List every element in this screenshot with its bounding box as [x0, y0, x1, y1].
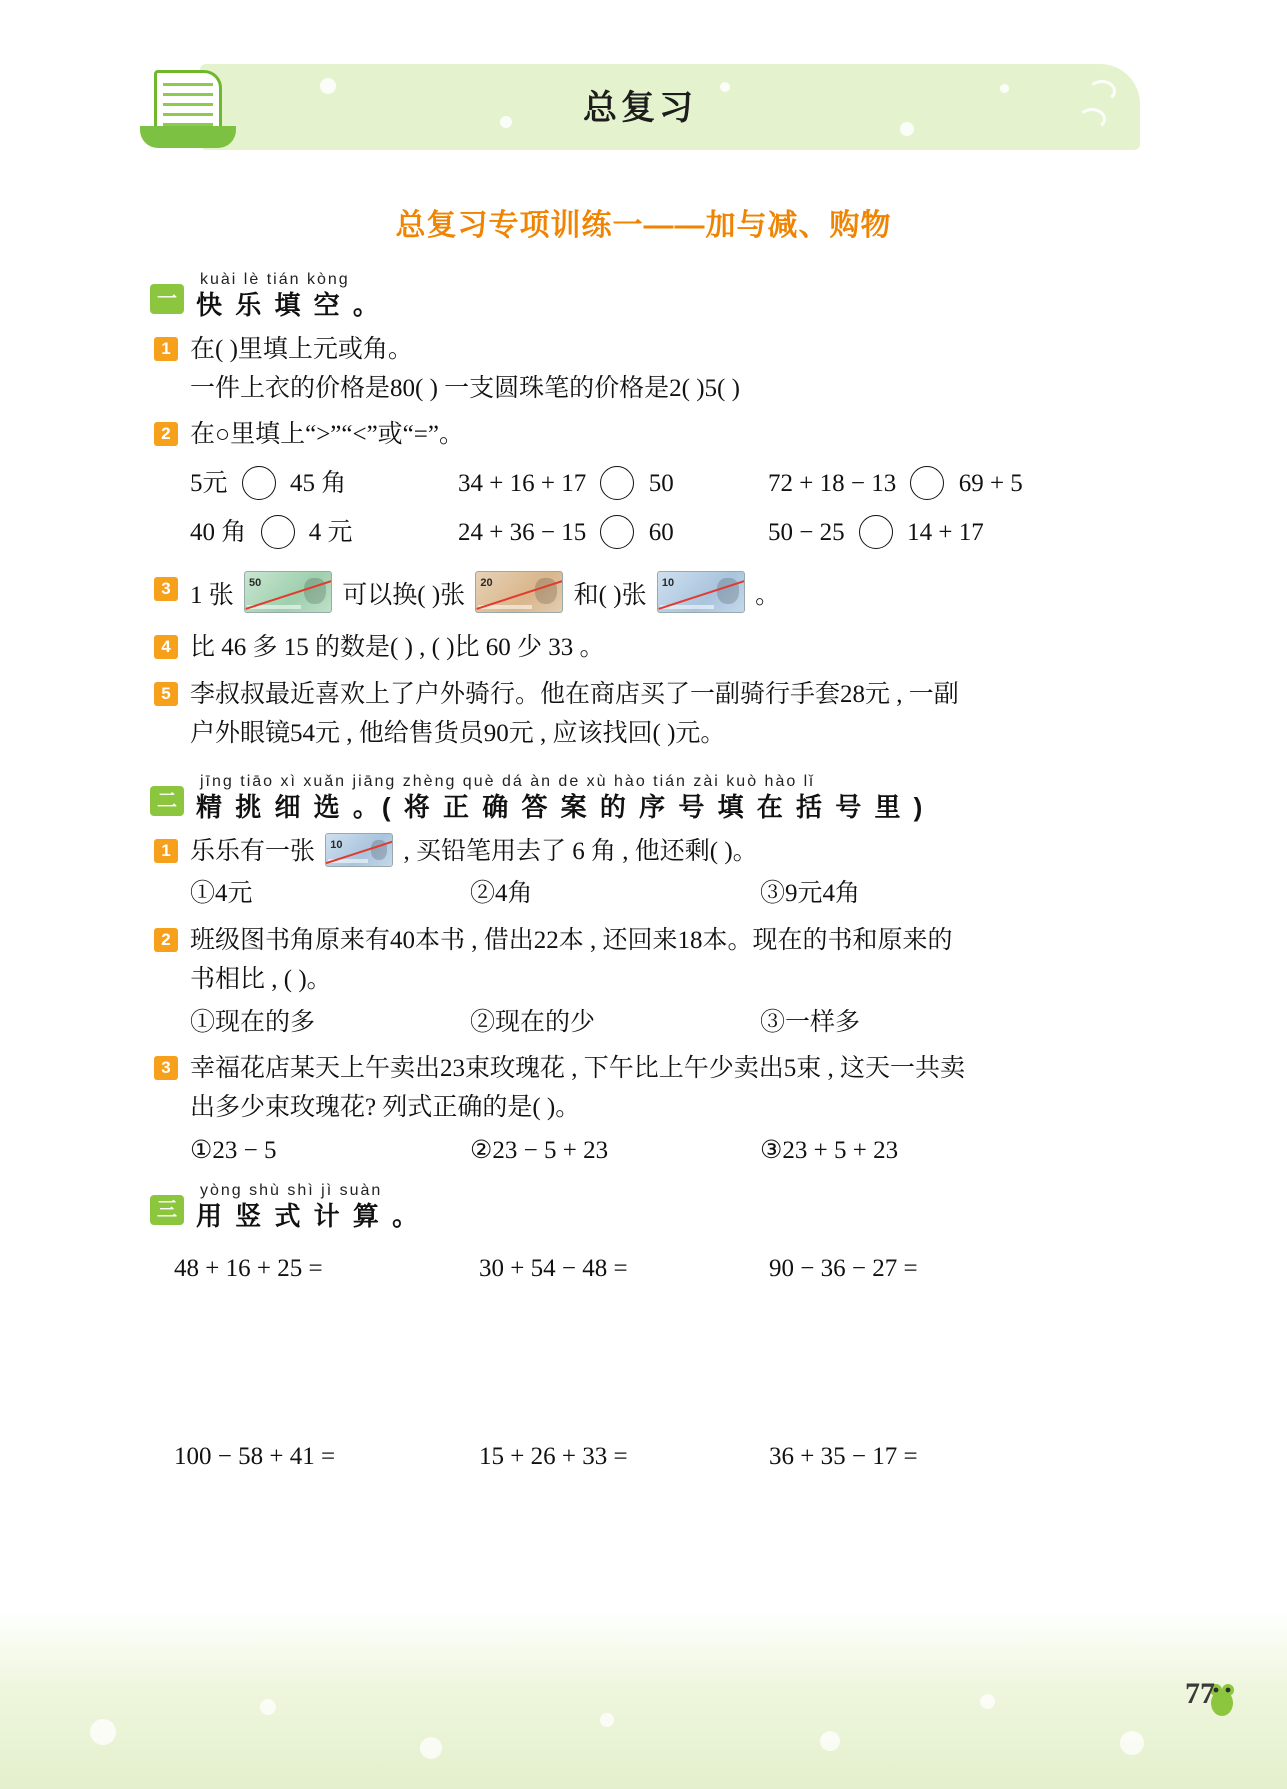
money-suffix: 。 [755, 581, 781, 609]
banknote-50-icon: 50 [244, 571, 332, 613]
option-2[interactable]: ②23 − 5 + 23 [470, 1136, 609, 1164]
money-mid-2: 和( )张 [573, 581, 647, 609]
section-title-3: 用 竖 式 计 算 。 [196, 1200, 422, 1231]
page-title: 总复习 [583, 89, 697, 127]
option-3[interactable]: ③23 + 5 + 23 [760, 1136, 899, 1164]
answer-space[interactable] [150, 1288, 1150, 1438]
banknote-20-icon: 20 [475, 571, 563, 613]
answer-circle[interactable] [910, 466, 944, 500]
compare-left: 34 + 16 + 17 [458, 470, 587, 498]
option-list [190, 1004, 1150, 1043]
compare-right: 14 + 17 [907, 518, 984, 546]
option-3[interactable]: ③一样多 [760, 1008, 861, 1036]
compare-left: 50 − 25 [768, 518, 845, 546]
question-text: 李叔叔最近喜欢上了户外骑行。他在商店买了一副骑行手套28元 , 一副 [190, 681, 959, 709]
answer-circle[interactable] [600, 466, 634, 500]
section-heading-3 [150, 1181, 1150, 1234]
question-number: 1 [154, 337, 178, 361]
question-text: 在( )里填上元或角。 [190, 335, 413, 363]
question-text: 在○里填上“>”“<”或“=”。 [190, 421, 464, 449]
page-banner [140, 64, 1140, 154]
question-text: 幸福花店某天上午卖出23束玫瑰花 , 下午比上午少卖出5束 , 这天一共卖 [190, 1055, 966, 1083]
section-heading-2 [150, 772, 1150, 825]
banknote-10-icon: 10 [657, 571, 745, 613]
question-number: 2 [154, 422, 178, 446]
question-text: 出多少束玫瑰花? 列式正确的是( )。 [190, 1094, 581, 1122]
compare-row [190, 465, 1150, 504]
compare-left: 40 角 [190, 518, 247, 546]
compare-left: 72 + 18 − 13 [768, 470, 897, 498]
compare-row [190, 514, 1150, 553]
option-2[interactable]: ②现在的少 [470, 1008, 596, 1036]
question-1-5 [150, 676, 1150, 754]
option-list [190, 1132, 1150, 1171]
option-list [190, 875, 1150, 914]
compare-left: 5元 [190, 470, 228, 498]
question-1-3 [150, 571, 1150, 616]
compare-right: 45 角 [290, 470, 347, 498]
question-number: 1 [154, 839, 178, 863]
calc-expression: 90 − 36 − 27 = [769, 1254, 918, 1282]
section-title-2: 精 挑 细 选 。( 将 正 确 答 案 的 序 号 填 在 括 号 里 ) [196, 791, 926, 822]
compare-right: 60 [648, 518, 674, 546]
calc-expression: 15 + 26 + 33 = [479, 1443, 628, 1471]
question-text: 乐乐有一张 [190, 837, 316, 865]
section-number-1: 一 [150, 284, 184, 314]
question-text: 班级图书角原来有40本书 , 借出22本 , 还回来18本。现在的书和原来的 [190, 927, 953, 955]
calc-expression: 48 + 16 + 25 = [174, 1254, 323, 1282]
question-1-2 [150, 416, 1150, 552]
question-text: 书相比 , ( )。 [190, 965, 332, 993]
vertical-calc-row-2 [150, 1438, 1150, 1477]
section-heading-1 [150, 270, 1150, 323]
section-number-2: 二 [150, 786, 184, 816]
answer-circle[interactable] [600, 515, 634, 549]
answer-circle[interactable] [261, 515, 295, 549]
compare-left: 24 + 36 − 15 [458, 518, 587, 546]
calc-expression: 100 − 58 + 41 = [174, 1443, 336, 1471]
question-number: 4 [154, 635, 178, 659]
worksheet-content [150, 258, 1150, 1477]
question-number: 3 [154, 1056, 178, 1080]
question-text: 一件上衣的价格是80( ) 一支圆珠笔的价格是2( )5( ) [190, 374, 740, 402]
answer-circle[interactable] [242, 466, 276, 500]
compare-right: 4 元 [308, 518, 353, 546]
question-number: 5 [154, 682, 178, 706]
section-number-3: 三 [150, 1195, 184, 1225]
option-1[interactable]: ①4元 [190, 880, 253, 908]
section-title-1: 快 乐 填 空 。 [196, 290, 382, 321]
question-2-1 [150, 833, 1150, 915]
page-subtitle: 总复习专项训练一——加与减、购物 [395, 209, 892, 242]
compare-right: 50 [648, 470, 674, 498]
vertical-calc-row-1 [150, 1250, 1150, 1289]
answer-circle[interactable] [859, 515, 893, 549]
question-number: 3 [154, 577, 178, 601]
question-1-4 [150, 629, 1150, 668]
question-1-1 [150, 331, 1150, 409]
compare-right: 69 + 5 [958, 470, 1023, 498]
calc-expression: 36 + 35 − 17 = [769, 1443, 918, 1471]
section-pinyin-1: kuài lè tián kòng [200, 271, 350, 288]
question-number: 2 [154, 928, 178, 952]
bottom-decoration-band [0, 1609, 1287, 1789]
page-number: 77 [1185, 1677, 1215, 1710]
banknote-10-icon: 10 [325, 833, 393, 867]
section-pinyin-3: yòng shù shì jì suàn [200, 1181, 383, 1199]
option-2[interactable]: ②4角 [470, 880, 533, 908]
option-1[interactable]: ①现在的多 [190, 1008, 316, 1036]
section-pinyin-2: jīng tiāo xì xuǎn jiāng zhèng què dá àn de xù hào tián zài kuò hào lǐ [200, 772, 815, 790]
question-text: 比 46 多 15 的数是( ) , ( )比 60 少 33 。 [190, 634, 605, 662]
option-1[interactable]: ①23 − 5 [190, 1136, 277, 1164]
question-2-2 [150, 922, 1150, 1042]
question-text: , 买铅笔用去了 6 角 , 他还剩( )。 [403, 837, 758, 865]
money-prefix: 1 张 [190, 581, 234, 609]
question-2-3 [150, 1050, 1150, 1170]
money-mid-1: 可以换( )张 [342, 581, 466, 609]
calc-expression: 30 + 54 − 48 = [479, 1254, 628, 1282]
option-3[interactable]: ③9元4角 [760, 880, 861, 908]
question-text: 户外眼镜54元 , 他给售货员90元 , 应该找回( )元。 [190, 719, 726, 747]
